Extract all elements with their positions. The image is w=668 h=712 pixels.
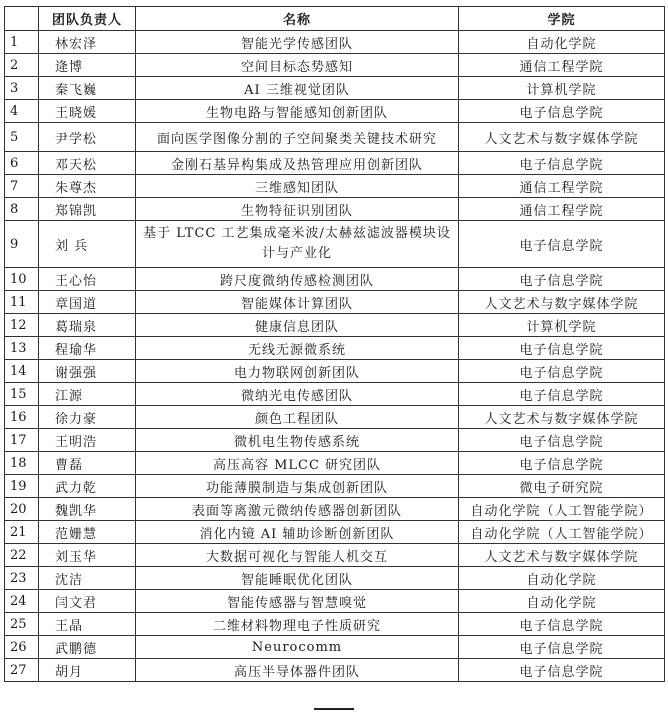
row-team-name: 生物电路与智能感知创新团队: [136, 100, 459, 123]
row-team-name: 表面等离激元微纳传感器创新团队: [136, 498, 459, 521]
row-leader: 江源: [39, 383, 136, 406]
table-row: [5, 498, 665, 521]
row-number: 14: [5, 360, 39, 383]
row-team-name: 功能薄膜制造与集成创新团队: [136, 475, 459, 498]
row-leader: 武力乾: [39, 475, 136, 498]
row-number: 26: [5, 636, 39, 659]
table-row: [5, 123, 665, 152]
table-row: [5, 383, 665, 406]
row-team-name: 智能媒体计算团队: [136, 291, 459, 314]
row-team-name: 三维感知团队: [136, 175, 459, 198]
row-leader: 王心怡: [39, 268, 136, 291]
row-college: 自动化学院（人工智能学院）: [459, 521, 665, 544]
row-leader: 林宏泽: [39, 31, 136, 54]
table-row: [5, 636, 665, 659]
row-college: 电子信息学院: [459, 337, 665, 360]
table-row: [5, 100, 665, 123]
row-team-name: Neurocomm: [136, 636, 459, 659]
header-leader: 团队负责人: [39, 7, 136, 31]
row-team-name: 空间目标态势感知: [136, 54, 459, 77]
row-college: 电子信息学院: [459, 452, 665, 475]
row-team-name: 智能光学传感团队: [136, 31, 459, 54]
row-number: 18: [5, 452, 39, 475]
row-college: 人文艺术与数字媒体学院: [459, 544, 665, 567]
row-leader: 魏凯华: [39, 498, 136, 521]
row-college: 自动化学院: [459, 567, 665, 590]
row-college: 通信工程学院: [459, 54, 665, 77]
row-college: 电子信息学院: [459, 383, 665, 406]
row-leader: 刘玉华: [39, 544, 136, 567]
row-college: 电子信息学院: [459, 152, 665, 175]
row-leader: 章国道: [39, 291, 136, 314]
row-leader: 王晓媛: [39, 100, 136, 123]
table-row: [5, 613, 665, 636]
row-team-name: 无线无源微系统: [136, 337, 459, 360]
row-leader: 逄博: [39, 54, 136, 77]
row-leader: 尹学松: [39, 123, 136, 152]
row-number: 5: [5, 123, 39, 152]
table-row: [5, 452, 665, 475]
row-leader: 闫文君: [39, 590, 136, 613]
row-college: 电子信息学院: [459, 221, 665, 268]
row-leader: 朱尊杰: [39, 175, 136, 198]
row-leader: 谢强强: [39, 360, 136, 383]
row-college: 自动化学院（人工智能学院）: [459, 498, 665, 521]
table-row: [5, 198, 665, 221]
row-number: 25: [5, 613, 39, 636]
table-row: [5, 152, 665, 175]
row-college: 自动化学院: [459, 590, 665, 613]
row-college: 人文艺术与数字媒体学院: [459, 406, 665, 429]
row-team-name: 生物特征识别团队: [136, 198, 459, 221]
table-row: [5, 175, 665, 198]
row-number: 24: [5, 590, 39, 613]
table-row: [5, 337, 665, 360]
row-team-name: 二维材料物理电子性质研究: [136, 613, 459, 636]
row-leader: 秦飞巍: [39, 77, 136, 100]
team-table: [4, 6, 665, 682]
row-number: 20: [5, 498, 39, 521]
table-row: [5, 360, 665, 383]
row-team-name: 智能睡眠优化团队: [136, 567, 459, 590]
header-college: 学院: [459, 7, 665, 31]
header-num: [5, 7, 39, 31]
table-row: [5, 291, 665, 314]
row-team-name: 大数据可视化与智能人机交互: [136, 544, 459, 567]
table-row: [5, 429, 665, 452]
row-leader: 刘 兵: [39, 221, 136, 268]
row-number: 19: [5, 475, 39, 498]
row-college: 人文艺术与数字媒体学院: [459, 123, 665, 152]
row-number: 11: [5, 291, 39, 314]
row-team-name: 高压半导体器件团队: [136, 659, 459, 682]
table-row: [5, 268, 665, 291]
row-number: 9: [5, 221, 39, 268]
row-leader: 葛瑞泉: [39, 314, 136, 337]
row-team-name: 健康信息团队: [136, 314, 459, 337]
row-number: 6: [5, 152, 39, 175]
row-team-name: AI 三维视觉团队: [136, 77, 459, 100]
row-team-name: 颜色工程团队: [136, 406, 459, 429]
row-number: 27: [5, 659, 39, 682]
row-team-name: 跨尺度微纳传感检测团队: [136, 268, 459, 291]
row-team-name: 智能传感器与智慧嗅觉: [136, 590, 459, 613]
row-college: 电子信息学院: [459, 613, 665, 636]
table-row: [5, 659, 665, 682]
row-number: 12: [5, 314, 39, 337]
row-college: 电子信息学院: [459, 429, 665, 452]
page-break-mark: [314, 708, 354, 710]
row-college: 电子信息学院: [459, 100, 665, 123]
table-row: [5, 521, 665, 544]
row-college: 电子信息学院: [459, 360, 665, 383]
row-number: 22: [5, 544, 39, 567]
row-team-name: 面向医学图像分割的子空间聚类关键技术研究: [136, 123, 459, 152]
row-number: 15: [5, 383, 39, 406]
row-team-name: 高压高容 MLCC 研究团队: [136, 452, 459, 475]
row-college: 人文艺术与数字媒体学院: [459, 291, 665, 314]
table-row: [5, 54, 665, 77]
table-header-row: [5, 7, 665, 31]
row-college: 通信工程学院: [459, 175, 665, 198]
row-leader: 程瑜华: [39, 337, 136, 360]
row-number: 10: [5, 268, 39, 291]
row-number: 13: [5, 337, 39, 360]
row-leader: 胡月: [39, 659, 136, 682]
row-college: 微电子研究院: [459, 475, 665, 498]
row-number: 16: [5, 406, 39, 429]
row-team-name: 电力物联网创新团队: [136, 360, 459, 383]
row-number: 7: [5, 175, 39, 198]
row-leader: 王明浩: [39, 429, 136, 452]
table-row: [5, 475, 665, 498]
table-row: [5, 567, 665, 590]
row-college: 电子信息学院: [459, 636, 665, 659]
row-leader: 邓天松: [39, 152, 136, 175]
table-body: [5, 31, 665, 682]
row-team-name: 金刚石基异构集成及热管理应用创新团队: [136, 152, 459, 175]
row-college: 通信工程学院: [459, 198, 665, 221]
row-college: 电子信息学院: [459, 659, 665, 682]
row-college: 自动化学院: [459, 31, 665, 54]
table-row: [5, 221, 665, 268]
row-number: 3: [5, 77, 39, 100]
row-number: 4: [5, 100, 39, 123]
row-team-name: 消化内镜 AI 辅助诊断创新团队: [136, 521, 459, 544]
row-leader: 曹磊: [39, 452, 136, 475]
row-leader: 武鹏德: [39, 636, 136, 659]
row-leader: 王晶: [39, 613, 136, 636]
row-number: 1: [5, 31, 39, 54]
row-leader: 徐力豪: [39, 406, 136, 429]
table-row: [5, 31, 665, 54]
header-team: 名称: [136, 7, 459, 31]
row-leader: 沈洁: [39, 567, 136, 590]
table-row: [5, 77, 665, 100]
row-college: 计算机学院: [459, 314, 665, 337]
row-college: 计算机学院: [459, 77, 665, 100]
row-number: 8: [5, 198, 39, 221]
row-team-name: 微纳光电传感团队: [136, 383, 459, 406]
row-number: 23: [5, 567, 39, 590]
table-row: [5, 314, 665, 337]
table-row: [5, 544, 665, 567]
table-row: [5, 406, 665, 429]
row-leader: 范姗慧: [39, 521, 136, 544]
row-number: 17: [5, 429, 39, 452]
table-row: [5, 590, 665, 613]
row-leader: 郑锦凯: [39, 198, 136, 221]
row-college: 电子信息学院: [459, 268, 665, 291]
row-number: 2: [5, 54, 39, 77]
row-team-name: 基于 LTCC 工艺集成毫米波/太赫兹滤波器模块设计与产业化: [136, 221, 459, 268]
row-number: 21: [5, 521, 39, 544]
row-team-name: 微机电生物传感系统: [136, 429, 459, 452]
